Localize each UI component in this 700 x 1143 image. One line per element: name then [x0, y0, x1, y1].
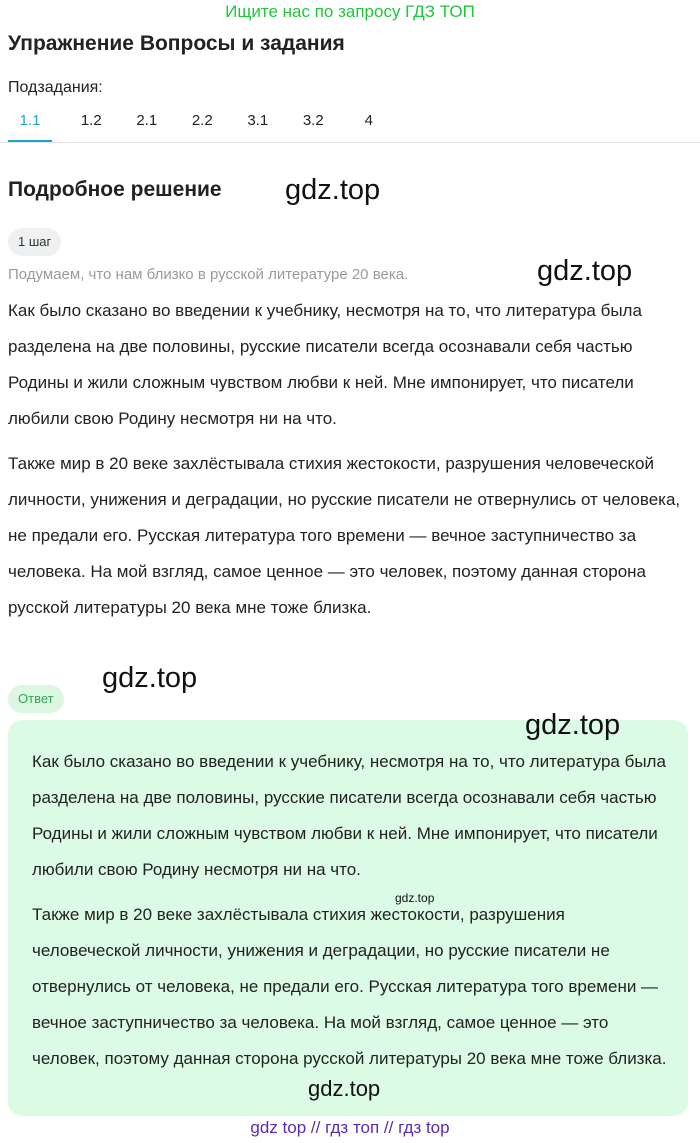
watermark: gdz.top	[102, 662, 198, 694]
tab-1-1[interactable]: 1.1	[8, 112, 52, 142]
tab-2-1[interactable]: 2.1	[136, 112, 158, 129]
tab-2-2[interactable]: 2.2	[191, 112, 213, 129]
watermark: gdz.top	[285, 174, 381, 206]
tab-4[interactable]: 4	[364, 112, 373, 129]
answer-paragraph: Как было сказано во введении к учебнику, несмотря на то, что литература была разделена на две половины, русские писатели всегда осознавали себя частью Родины и жили сложным чувством любви к ней. Мне импонирует, что писатели любили свою Родину несмотря ни на что.	[32, 752, 666, 879]
tab-3-2[interactable]: 3.2	[302, 112, 324, 129]
subtask-tabs	[8, 112, 397, 142]
answer-badge: Ответ	[8, 685, 64, 713]
tab-1-2[interactable]: 1.2	[80, 112, 102, 129]
tabs-divider	[0, 142, 700, 143]
solution-paragraph: Также мир в 20 веке захлёстывала стихия жестокости, разрушения человеческой личности, унижения и деградации, но русские писатели не отвернулись от человека, не предали его. Русская литература того времени — вечное заступничество за человека. На мой взгляд, самое ценное — это человек, поэтому данная сторона русской литературы 20 века мне тоже близка.	[8, 454, 681, 617]
step-badge: 1 шаг	[8, 228, 61, 256]
promo-link[interactable]: Ищите нас по запросу ГДЗ ТОП	[225, 2, 475, 21]
watermark: gdz.top	[537, 255, 633, 287]
solution-paragraph: Как было сказано во введении к учебнику, несмотря на то, что литература была разделена на две половины, русские писатели всегда осознавали себя частью Родины и жили сложным чувством любви к ней. Мне импонирует, что писатели любили свою Родину несмотря ни на что.	[8, 301, 642, 428]
page-title: Упражнение Вопросы и задания	[8, 32, 345, 55]
answer-paragraph: Также мир в 20 веке захлёстывала стихия жестокости, разрушения человеческой личности, унижения и деградации, но русские писатели не отвернулись от человека, не предали его. Русская литература того времени — вечное заступничество за человека. На мой взгляд, самое ценное — это человек, поэтому данная сторона русской литературы 20 века мне тоже близка.	[32, 905, 667, 1068]
subtasks-label: Подзадания:	[8, 79, 103, 96]
watermark: gdz.top	[395, 891, 435, 905]
footer-links[interactable]: gdz top // гдз топ // гдз top	[250, 1118, 450, 1137]
solution-hint: Подумаем, что нам близко в русской литературе 20 века.	[8, 266, 409, 283]
solution-title: Подробное решение	[8, 178, 222, 201]
tab-3-1[interactable]: 3.1	[247, 112, 269, 129]
watermark: gdz.top	[525, 709, 621, 741]
watermark: gdz.top	[308, 1076, 381, 1101]
